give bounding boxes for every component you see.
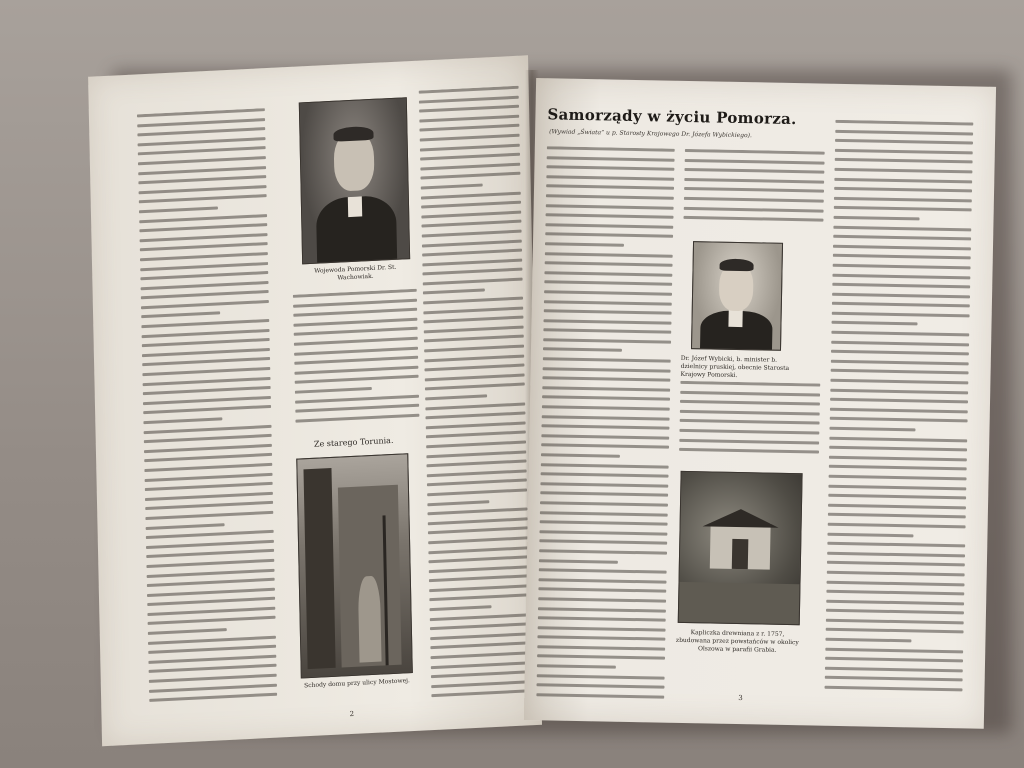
text-line: [546, 194, 674, 199]
text-line: [140, 242, 268, 251]
text-line: [684, 187, 824, 193]
text-line: [541, 463, 669, 468]
text-line: [429, 575, 529, 583]
text-line: [547, 156, 675, 161]
text-line: [824, 686, 962, 692]
text-line: [428, 527, 528, 535]
text-line: [428, 546, 528, 554]
text-line: [421, 220, 521, 228]
text-line: [545, 252, 673, 257]
text-line: [829, 465, 967, 471]
text-line: [832, 273, 970, 279]
text-line: [540, 520, 668, 525]
text-line: [542, 405, 670, 410]
text-line: [545, 233, 673, 238]
text-line: [149, 674, 277, 683]
text-line: [145, 492, 273, 501]
text-line: [149, 664, 277, 673]
text-line: [825, 657, 963, 663]
text-line: [546, 165, 674, 170]
text-line: [431, 661, 531, 669]
text-line: [429, 594, 529, 602]
text-line: [826, 609, 964, 615]
text-line: [137, 108, 265, 117]
text-line: [142, 338, 270, 347]
text-line: [140, 252, 268, 261]
text-line: [829, 427, 915, 432]
text-line: [683, 216, 823, 222]
chapel-photo: [678, 471, 803, 625]
text-line: [832, 283, 970, 289]
text-line: [828, 503, 966, 509]
text-line: [141, 281, 269, 290]
text-line: [541, 453, 620, 458]
right-text-column-2-top: [683, 149, 825, 234]
text-line: [143, 405, 271, 414]
text-line: [543, 348, 622, 353]
torun-heading: Ze starego Torunia.: [313, 435, 394, 449]
text-line: [419, 114, 519, 122]
text-line: [825, 647, 963, 653]
text-line: [834, 187, 972, 193]
text-line: [541, 424, 669, 429]
text-line: [679, 429, 819, 435]
text-line: [137, 127, 265, 136]
text-line: [827, 561, 965, 567]
text-line: [545, 242, 624, 247]
text-line: [142, 367, 270, 376]
text-line: [834, 206, 972, 212]
text-line: [146, 549, 274, 558]
text-line: [829, 446, 967, 452]
text-line: [421, 183, 483, 189]
text-line: [543, 338, 671, 343]
text-line: [544, 309, 672, 314]
text-line: [427, 508, 527, 516]
text-line: [830, 388, 968, 394]
right-page: [524, 78, 996, 729]
text-line: [139, 194, 267, 203]
text-line: [147, 607, 275, 616]
text-line: [421, 191, 521, 199]
text-line: [834, 177, 972, 183]
text-line: [144, 424, 272, 433]
text-line: [144, 444, 272, 453]
text-line: [294, 337, 418, 346]
text-line: [139, 206, 218, 213]
text-line: [830, 379, 968, 385]
text-line: [143, 396, 271, 405]
text-line: [428, 517, 528, 525]
text-line: [684, 197, 824, 203]
text-line: [139, 214, 267, 223]
text-line: [426, 440, 526, 448]
text-line: [831, 350, 969, 356]
text-line: [539, 530, 667, 535]
text-line: [422, 268, 522, 276]
chapel-caption: Kapliczka drewniana z r. 1757, zbudowana przez powstańców w okolicy Olszowa w parafii Grabia.: [675, 629, 799, 654]
text-line: [427, 469, 527, 477]
text-line: [148, 628, 227, 635]
text-line: [540, 492, 668, 497]
text-line: [427, 500, 489, 506]
text-line: [543, 319, 671, 324]
text-line: [295, 387, 372, 394]
text-line: [426, 421, 526, 429]
text-line: [828, 523, 966, 529]
text-line: [540, 511, 668, 516]
text-line: [828, 494, 966, 500]
text-line: [542, 386, 670, 391]
text-line: [544, 290, 672, 295]
text-line: [425, 394, 487, 400]
text-line: [680, 410, 820, 416]
text-line: [826, 590, 964, 596]
text-line: [835, 120, 973, 126]
text-line: [685, 149, 825, 155]
text-line: [539, 540, 667, 545]
text-line: [145, 482, 273, 491]
text-line: [140, 233, 268, 242]
text-line: [145, 511, 273, 520]
text-line: [138, 146, 266, 155]
text-line: [140, 271, 268, 280]
text-line: [538, 588, 666, 593]
text-line: [422, 230, 522, 238]
text-line: [539, 549, 667, 554]
right-text-column-1: [536, 146, 675, 708]
text-line: [827, 551, 965, 557]
text-line: [431, 670, 531, 678]
text-line: [140, 262, 268, 271]
text-line: [537, 655, 665, 660]
text-line: [293, 318, 417, 327]
text-line: [294, 356, 418, 365]
text-line: [138, 137, 266, 146]
text-line: [684, 178, 824, 184]
text-line: [538, 616, 666, 621]
text-line: [294, 327, 418, 336]
text-line: [142, 348, 270, 357]
text-line: [142, 357, 270, 366]
text-line: [680, 419, 820, 425]
text-line: [425, 383, 525, 391]
text-line: [420, 172, 520, 180]
text-line: [423, 306, 523, 314]
text-line: [831, 340, 969, 346]
text-line: [826, 599, 964, 605]
text-line: [139, 223, 267, 232]
text-line: [540, 482, 668, 487]
text-line: [684, 168, 824, 174]
text-line: [295, 394, 419, 403]
text-line: [537, 645, 665, 650]
text-line: [828, 513, 966, 519]
text-line: [538, 607, 666, 612]
text-line: [536, 683, 664, 688]
text-line: [422, 239, 522, 247]
text-line: [429, 565, 529, 573]
wachowiak-caption: Wojewoda Pomorski Dr. St. Wachowiak.: [314, 263, 397, 282]
text-line: [542, 415, 670, 420]
text-line: [545, 223, 673, 228]
text-line: [833, 235, 971, 241]
text-line: [543, 367, 671, 372]
article-title: Samorządy w życiu Pomorza.: [547, 105, 797, 129]
text-line: [148, 616, 276, 625]
text-line: [544, 300, 672, 305]
right-text-column-3: [824, 120, 973, 707]
text-line: [293, 308, 417, 317]
text-line: [544, 281, 672, 286]
text-line: [680, 390, 820, 396]
text-line: [680, 400, 820, 406]
text-line: [419, 95, 519, 103]
text-line: [826, 628, 964, 634]
text-line: [540, 501, 668, 506]
text-line: [543, 329, 671, 334]
text-line: [832, 302, 970, 308]
text-line: [680, 381, 820, 387]
text-line: [421, 201, 521, 209]
text-line: [833, 254, 971, 260]
text-line: [541, 472, 669, 477]
text-line: [679, 448, 819, 454]
text-line: [144, 434, 272, 443]
text-line: [148, 635, 276, 644]
text-line: [419, 124, 519, 132]
wybicki-portrait-photo: [691, 241, 783, 351]
text-line: [431, 690, 531, 698]
text-line: [829, 436, 967, 442]
text-line: [826, 619, 964, 625]
text-line: [141, 319, 269, 328]
right-page-number: 3: [738, 694, 743, 703]
text-line: [539, 559, 618, 564]
right-text-column-2-mid: [679, 381, 821, 466]
text-line: [423, 277, 523, 285]
text-line: [537, 664, 616, 669]
text-line: [831, 369, 969, 375]
text-line: [827, 532, 913, 537]
text-line: [428, 536, 528, 544]
text-line: [147, 568, 275, 577]
text-line: [141, 290, 269, 299]
text-line: [431, 680, 531, 688]
text-line: [827, 571, 965, 577]
text-line: [538, 597, 666, 602]
text-line: [835, 139, 973, 145]
text-line: [834, 168, 972, 174]
text-line: [146, 540, 274, 549]
text-line: [139, 185, 267, 194]
text-line: [430, 632, 530, 640]
text-line: [833, 264, 971, 270]
text-line: [428, 555, 528, 563]
left-text-column-2: [293, 289, 420, 435]
text-line: [833, 225, 971, 231]
text-line: [294, 365, 418, 374]
text-line: [825, 676, 963, 682]
left-page: [88, 55, 542, 746]
text-line: [541, 444, 669, 449]
text-line: [141, 312, 220, 319]
text-line: [547, 146, 675, 151]
text-line: [544, 271, 672, 276]
text-line: [546, 213, 674, 218]
text-line: [829, 475, 967, 481]
text-line: [425, 412, 525, 420]
text-line: [684, 206, 824, 212]
text-line: [831, 321, 917, 326]
text-line: [426, 450, 526, 458]
text-line: [420, 143, 520, 151]
text-line: [827, 542, 965, 548]
torun-caption: Schody domu przy ulicy Mostowej.: [304, 677, 410, 690]
text-line: [430, 623, 530, 631]
text-line: [828, 484, 966, 490]
text-line: [427, 488, 527, 496]
text-line: [537, 674, 665, 679]
text-line: [834, 216, 920, 221]
text-line: [148, 645, 276, 654]
text-line: [424, 325, 524, 333]
text-line: [419, 105, 519, 113]
text-line: [420, 134, 520, 142]
text-line: [138, 156, 266, 165]
text-line: [539, 578, 667, 583]
text-line: [426, 431, 526, 439]
text-line: [832, 292, 970, 298]
text-line: [295, 413, 419, 422]
text-line: [546, 175, 674, 180]
text-line: [293, 298, 417, 307]
text-line: [835, 158, 973, 164]
text-line: [832, 312, 970, 318]
text-line: [143, 377, 271, 386]
text-line: [546, 204, 674, 209]
text-line: [426, 460, 526, 468]
text-line: [149, 683, 277, 692]
text-line: [423, 289, 485, 295]
text-line: [147, 597, 275, 606]
text-line: [419, 86, 519, 94]
text-line: [142, 329, 270, 338]
text-line: [421, 210, 521, 218]
left-page-number: 2: [349, 709, 355, 719]
text-line: [539, 568, 667, 573]
text-line: [542, 396, 670, 401]
text-line: [423, 297, 523, 305]
text-line: [420, 153, 520, 161]
text-line: [146, 523, 225, 530]
left-text-column-1: [137, 108, 278, 714]
text-line: [542, 376, 670, 381]
text-line: [830, 398, 968, 404]
text-line: [424, 354, 524, 362]
text-line: [425, 373, 525, 381]
wybicki-caption: Dr. Józef Wybicki, b. minister b. dzielnicy pruskiej, obecnie Starosta Krajowy Pomorski.: [680, 354, 790, 379]
text-line: [422, 249, 522, 257]
text-line: [830, 417, 968, 423]
text-line: [146, 559, 274, 568]
wachowiak-portrait-photo: [299, 97, 410, 264]
text-line: [425, 402, 525, 410]
text-line: [424, 335, 524, 343]
text-line: [295, 375, 419, 384]
text-line: [145, 501, 273, 510]
text-line: [149, 693, 277, 702]
text-line: [147, 587, 275, 596]
text-line: [543, 357, 671, 362]
text-line: [295, 404, 419, 413]
text-line: [825, 667, 963, 673]
text-line: [430, 651, 530, 659]
text-line: [147, 578, 275, 587]
text-line: [835, 149, 973, 155]
text-line: [427, 479, 527, 487]
text-line: [148, 655, 276, 664]
text-line: [143, 417, 222, 424]
text-line: [430, 642, 530, 650]
text-line: [294, 346, 418, 355]
text-line: [144, 453, 272, 462]
text-line: [146, 530, 274, 539]
text-line: [145, 472, 273, 481]
text-line: [537, 635, 665, 640]
text-line: [422, 258, 522, 266]
text-line: [536, 693, 664, 698]
text-line: [430, 613, 530, 621]
text-line: [830, 408, 968, 414]
text-line: [679, 438, 819, 444]
text-line: [423, 316, 523, 324]
text-line: [429, 605, 491, 611]
text-line: [144, 463, 272, 472]
torun-stairs-photo: [296, 453, 413, 678]
text-line: [138, 166, 266, 175]
text-line: [143, 386, 271, 395]
text-line: [834, 197, 972, 203]
text-line: [541, 434, 669, 439]
text-line: [538, 626, 666, 631]
text-line: [424, 364, 524, 372]
article-subtitle: (Wywiad „Świata” u p. Starosty Krajowego Dr. Józefa Wybickiego).: [549, 128, 752, 140]
text-line: [424, 345, 524, 353]
text-line: [831, 360, 969, 366]
text-line: [141, 300, 269, 309]
text-line: [833, 245, 971, 251]
text-line: [827, 580, 965, 586]
text-line: [138, 175, 266, 184]
text-line: [835, 129, 973, 135]
text-line: [831, 331, 969, 337]
text-line: [685, 159, 825, 165]
text-line: [429, 584, 529, 592]
text-line: [420, 162, 520, 170]
left-text-column-3: [419, 86, 532, 710]
text-line: [829, 456, 967, 462]
text-line: [825, 638, 911, 643]
text-line: [137, 118, 265, 127]
text-line: [293, 289, 417, 298]
text-line: [546, 185, 674, 190]
text-line: [545, 261, 673, 266]
